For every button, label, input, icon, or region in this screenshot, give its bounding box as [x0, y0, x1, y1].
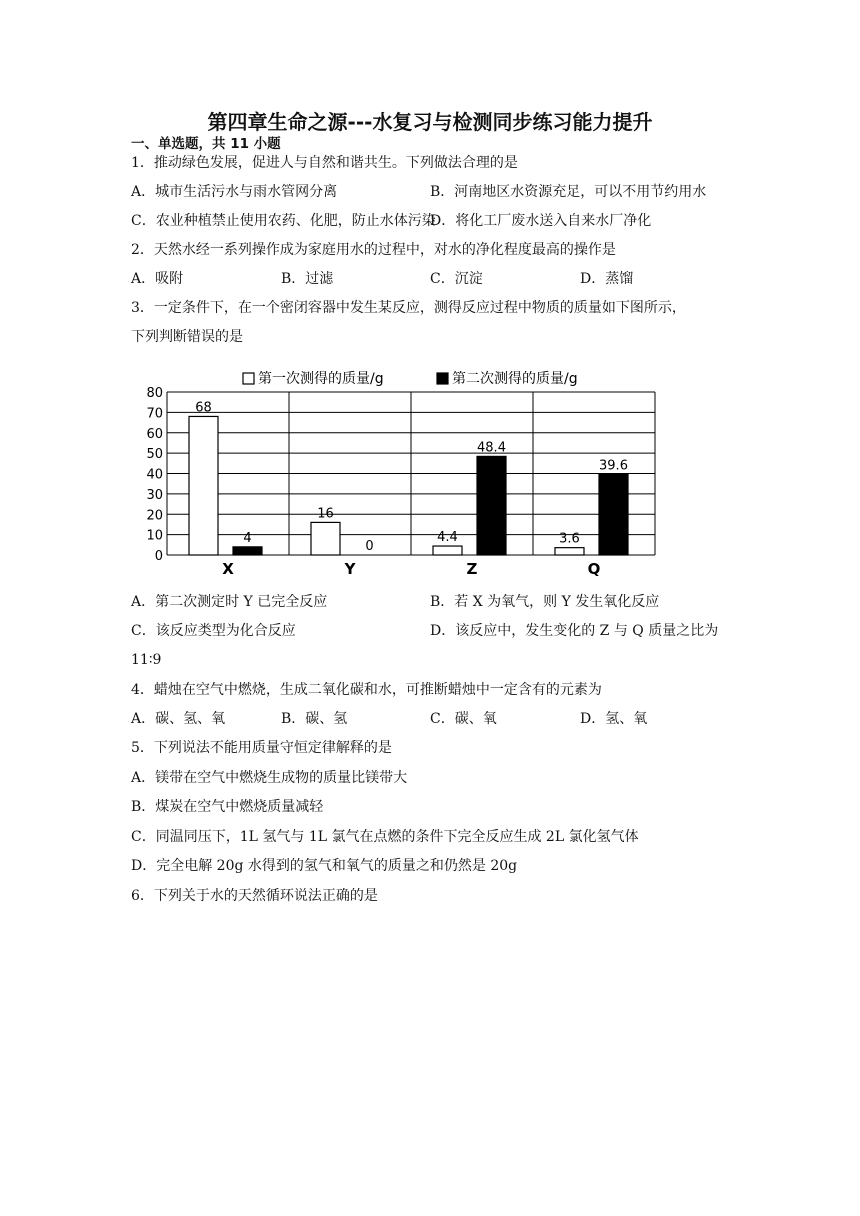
q4-option-d: D．氢、氧	[580, 711, 648, 727]
q1-option-d: D．将化工厂废水送入自来水厂净化	[430, 213, 652, 229]
bar-X-series-1	[189, 416, 218, 555]
q5-option-a: A．镁带在空气中燃烧生成物的质量比镁带大	[131, 770, 408, 786]
data-label-X-series-1: 68	[195, 400, 212, 416]
legend-swatch-2	[437, 373, 448, 384]
question-1-stem: 1．推动绿色发展，促进人与自然和谐共生。下列做法合理的是	[131, 155, 518, 171]
data-label-Q-series-2: 39.6	[599, 458, 628, 474]
bar-Y-series-1	[311, 522, 340, 555]
bar-Z-series-1	[433, 546, 462, 555]
q2-option-a: A．吸附	[131, 271, 184, 287]
y-tick-label: 70	[146, 406, 163, 422]
y-tick-label: 0	[154, 549, 163, 564]
legend-swatch-1	[243, 373, 254, 384]
q2-option-c: C．沉淀	[430, 271, 483, 287]
bar-Z-series-2	[477, 456, 506, 555]
data-label-Z-series-1: 4.4	[437, 530, 458, 546]
q3-option-a: A．第二次测定时 Y 已完全反应	[131, 594, 328, 610]
y-tick-label: 30	[146, 487, 163, 503]
question-5-stem: 5．下列说法不能用质量守恒定律解释的是	[131, 740, 392, 756]
data-label-Y-series-1: 16	[317, 506, 334, 522]
q2-option-d: D．蒸馏	[580, 271, 634, 287]
y-tick-label: 20	[146, 508, 163, 524]
bar-Q-series-1	[555, 548, 584, 555]
q5-option-d: D．完全电解 20g 水得到的氢气和氧气的质量之和仍然是 20g	[131, 858, 518, 874]
mass-bar-chart	[137, 362, 697, 584]
q4-option-a: A．碳、氢、氧	[131, 711, 226, 727]
data-label-Y-series-2: 0	[365, 539, 374, 554]
q5-option-c: C．同温同压下，1L 氢气与 1L 氯气在点燃的条件下完全反应生成 2L 氯化氢气体	[131, 829, 639, 845]
q2-option-b: B．过滤	[281, 271, 334, 287]
question-6-stem: 6．下列关于水的天然循环说法正确的是	[131, 888, 378, 904]
q3-option-b: B．若 X 为氧气，则 Y 发生氧化反应	[430, 594, 660, 610]
question-3-stem-line1: 3．一定条件下，在一个密闭容器中发生某反应，测得反应过程中物质的质量如下图所示，	[131, 300, 686, 316]
data-label-Z-series-2: 48.4	[477, 440, 506, 456]
q4-option-c: C．碳、氧	[430, 711, 497, 727]
bar-X-series-2	[233, 547, 262, 555]
q5-option-b: B．煤炭在空气中燃烧质量减轻	[131, 799, 324, 815]
legend-label-2: 第二次测得的质量/g	[452, 371, 578, 387]
q3-option-d-continued: 11∶9	[131, 652, 162, 668]
q3-option-d: D．该反应中，发生变化的 Z 与 Q 质量之比为	[430, 623, 719, 639]
y-tick-label: 80	[146, 386, 163, 401]
q4-option-b: B．碳、氢	[281, 711, 348, 727]
x-category-label-X: X	[222, 560, 234, 578]
x-category-label-Q: Q	[587, 560, 601, 578]
legend-label-1: 第一次测得的质量/g	[258, 371, 384, 387]
y-tick-label: 10	[146, 528, 163, 544]
y-tick-label: 40	[146, 467, 163, 483]
q1-option-c: C．农业种植禁止使用农药、化肥，防止水体污染	[131, 213, 436, 229]
q3-option-c: C．该反应类型为化合反应	[131, 623, 296, 639]
q1-option-b: B．河南地区水资源充足，可以不用节约用水	[430, 184, 707, 200]
question-4-stem: 4．蜡烛在空气中燃烧，生成二氧化碳和水，可推断蜡烛中一定含有的元素为	[131, 682, 602, 698]
page-title: 第四章生命之源---水复习与检测同步练习能力提升	[207, 110, 653, 134]
y-tick-label: 60	[146, 426, 163, 442]
y-tick-label: 50	[146, 447, 163, 463]
x-category-label-Y: Y	[344, 560, 356, 578]
bar-Q-series-2	[599, 474, 628, 555]
data-label-X-series-2: 4	[243, 530, 252, 546]
x-category-label-Z: Z	[466, 560, 478, 578]
question-3-stem-line2: 下列判断错误的是	[131, 329, 243, 345]
question-2-stem: 2．天然水经一系列操作成为家庭用水的过程中，对水的净化程度最高的操作是	[131, 242, 616, 258]
data-label-Q-series-1: 3.6	[559, 531, 580, 547]
section-heading: 一、单选题，共 11 小题	[131, 136, 281, 152]
q1-option-a: A．城市生活污水与雨水管网分离	[131, 184, 338, 200]
